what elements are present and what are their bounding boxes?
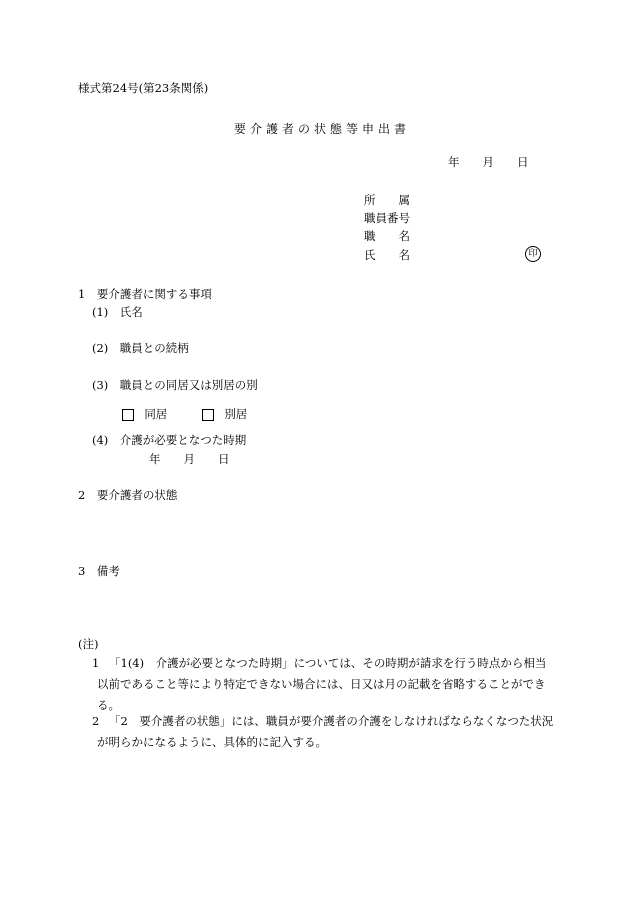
seal-icon: 印: [525, 246, 541, 262]
staff-number-label: 職員番号: [364, 211, 410, 225]
applicant-name-label: 氏 名: [364, 248, 410, 262]
option-cohabiting[interactable]: [115, 397, 167, 421]
option-separate-label: 別居: [224, 406, 248, 421]
affiliation-label: 所 属: [364, 193, 410, 207]
item-cohabitation: (3) 職員との同居又は別居の別: [92, 378, 258, 392]
submission-date: 年 月 日: [448, 155, 529, 169]
option-separate[interactable]: [195, 397, 247, 421]
item-care-recipient-name: (1) 氏名: [92, 305, 143, 319]
item-relationship: (2) 職員との続柄: [92, 341, 189, 355]
section-2-heading: 2 要介護者の状態: [78, 488, 178, 502]
notes-heading: (注): [78, 637, 99, 651]
care-start-date: 年 月 日: [149, 452, 230, 466]
note-1-number: 1: [92, 656, 100, 670]
section-1-heading: 1 要介護者に関する事項: [78, 287, 212, 301]
option-cohabiting-label: 同居: [144, 406, 168, 421]
note-2-number: 2: [92, 714, 100, 728]
checkbox-cohabiting[interactable]: [122, 409, 134, 421]
form-number: 様式第24号(第23条関係): [78, 81, 209, 95]
item-care-start: (4) 介護が必要となつた時期: [92, 433, 247, 447]
section-3-heading: 3 備考: [78, 564, 120, 578]
position-label: 職 名: [364, 229, 410, 243]
document-title: 要介護者の状態等申出書: [234, 122, 411, 136]
checkbox-separate[interactable]: [202, 409, 214, 421]
note-2-text: 「2 要介護者の状態」には、職員が要介護者の介護をしなければならなくなつた状況が明らかになるように、具体的に記入する。: [97, 714, 554, 749]
note-1-text: 「1(4) 介護が必要となつた時期」については、その時期が請求を行う時点から相当以前であること等により特定できない場合には、日又は月の記載を省略することができる。: [97, 656, 547, 712]
